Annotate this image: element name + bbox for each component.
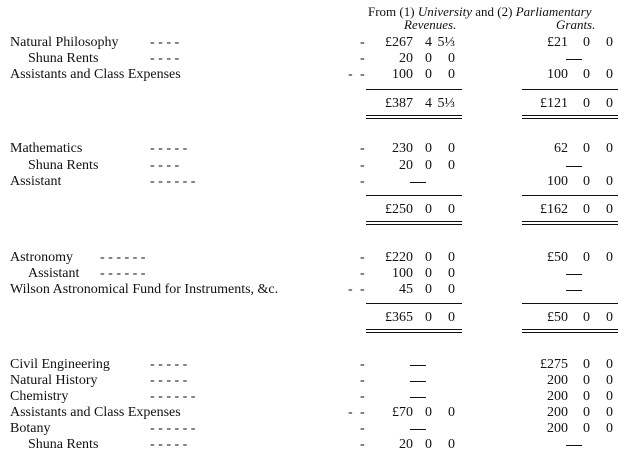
total-university-pence: 0 [448,202,455,217]
total-parliamentary-pence: 0 [606,202,613,217]
parliamentary-pounds: 100 [547,174,568,189]
parliamentary-blank-dash [566,166,582,167]
row-label: Assistants and Class Expenses [10,67,181,82]
double-rule-parliamentary-1 [522,329,618,330]
university-pence: 0 [448,437,455,452]
leader-dashes: - - - - - - [150,389,196,404]
leader-dashes: - - - - - - [150,421,196,436]
university-shillings: 0 [425,158,432,173]
parliamentary-pence: 0 [606,141,613,156]
parliamentary-pence: 0 [606,421,613,436]
university-shillings: 0 [425,51,432,66]
header-grants-text: Grants. [556,17,596,32]
row-label: Shuna Rents [28,158,99,173]
university-blank-dash [410,397,426,398]
leader-dashes: - - - - - [150,437,188,452]
total-rule-university [366,303,462,304]
leader-dashes: - - - - - - [150,174,196,189]
leader-dashes: - - - - - [150,357,188,372]
total-parliamentary-shillings: 0 [583,202,590,217]
total-university-shillings: 4 [425,96,432,111]
total-rule-university [366,195,462,196]
column-separator-dash: - [360,141,365,156]
total-rule-parliamentary [522,89,618,90]
university-shillings: 4 [425,35,432,50]
parliamentary-pounds: 200 [547,373,568,388]
parliamentary-shillings: 0 [583,141,590,156]
total-parliamentary-pounds: £50 [547,310,568,325]
column-separator-dash: - [360,67,365,82]
parliamentary-pounds: £275 [540,357,568,372]
double-rule-university-2 [366,224,462,225]
double-rule-parliamentary-1 [522,221,618,222]
university-pence: 0 [448,405,455,420]
column-separator-dash: - [360,405,365,420]
header-revenues [404,17,456,33]
university-blank-dash [410,429,426,430]
total-parliamentary-pounds: £121 [540,96,568,111]
university-shillings: 0 [425,250,432,265]
row-label: Mathematics [10,141,83,156]
parliamentary-shillings: 0 [583,35,590,50]
parliamentary-shillings: 0 [583,174,590,189]
row-label: Natural Philosophy [10,35,119,50]
university-pence: 0 [448,266,455,281]
parliamentary-shillings: 0 [583,357,590,372]
row-label: Assistant [10,174,62,189]
column-separator-dash: - [360,174,365,189]
university-pence: 5⅓ [437,35,455,50]
double-rule-university-2 [366,118,462,119]
total-rule-parliamentary [522,303,618,304]
column-separator-dash: - [360,421,365,436]
row-label: Assistants and Class Expenses [10,405,181,420]
header-grants [556,17,595,33]
parliamentary-blank-dash [566,290,582,291]
leader-dashes: - - - - [150,158,180,173]
university-pounds: £267 [385,35,413,50]
parliamentary-pence: 0 [606,174,613,189]
university-shillings: 0 [425,405,432,420]
university-pence: 0 [448,67,455,82]
total-university-pounds: £387 [385,96,413,111]
total-parliamentary-pence: 0 [606,310,613,325]
double-rule-university-1 [366,221,462,222]
parliamentary-blank-dash [566,274,582,275]
parliamentary-pence: 0 [606,67,613,82]
parliamentary-pounds: 200 [547,405,568,420]
university-pence: 0 [448,250,455,265]
column-separator-dash: - [360,373,365,388]
double-rule-parliamentary-2 [522,224,618,225]
parliamentary-pounds: 200 [547,421,568,436]
row-label: Astronomy [10,250,73,265]
parliamentary-shillings: 0 [583,373,590,388]
column-separator-dash: - [360,437,365,452]
double-rule-parliamentary-2 [522,118,618,119]
double-rule-university-1 [366,115,462,116]
leader-dashes: - - - - - [150,373,188,388]
university-blank-dash [410,365,426,366]
parliamentary-blank-dash [566,59,582,60]
row-label: Shuna Rents [28,437,99,452]
leader-dashes: - - - - [150,51,180,66]
parliamentary-pounds: 100 [547,67,568,82]
double-rule-parliamentary-1 [522,115,618,116]
university-pounds: 100 [392,67,413,82]
header-parliamentary: Parliamentary [515,4,592,19]
column-separator-dash: - [360,282,365,297]
row-label: Chemistry [10,389,69,404]
parliamentary-pence: 0 [606,373,613,388]
double-rule-parliamentary-2 [522,332,618,333]
parliamentary-pence: 0 [606,389,613,404]
university-pounds: 100 [392,266,413,281]
parliamentary-pounds: 200 [547,389,568,404]
parliamentary-shillings: 0 [583,421,590,436]
parliamentary-shillings: 0 [583,405,590,420]
university-blank-dash [410,381,426,382]
university-pounds: £220 [385,250,413,265]
row-label: Natural History [10,373,98,388]
header-revenues-text: Revenues. [404,17,457,32]
double-rule-university-2 [366,332,462,333]
university-pounds: £70 [392,405,413,420]
university-shillings: 0 [425,67,432,82]
row-label: Civil Engineering [10,357,110,372]
column-separator-dash: - [360,51,365,66]
university-pounds: 20 [399,437,413,452]
total-rule-university [366,89,462,90]
parliamentary-shillings: 0 [583,250,590,265]
university-pence: 0 [448,158,455,173]
total-university-shillings: 0 [425,202,432,217]
university-pence: 0 [448,51,455,66]
parliamentary-pence: 0 [606,405,613,420]
university-pounds: 20 [399,51,413,66]
university-pounds: 20 [399,158,413,173]
leader-dashes: - [348,282,353,297]
column-separator-dash: - [360,35,365,50]
total-parliamentary-pounds: £162 [540,202,568,217]
parliamentary-pence: 0 [606,35,613,50]
university-shillings: 0 [425,282,432,297]
row-label: Shuna Rents [28,51,99,66]
parliamentary-shillings: 0 [583,389,590,404]
leader-dashes: - [348,67,353,82]
leader-dashes: - [348,405,353,420]
row-label: Wilson Astronomical Fund for Instruments, &c. [10,282,279,297]
column-separator-dash: - [360,357,365,372]
university-pounds: 230 [392,141,413,156]
leader-dashes: - - - - - [150,141,188,156]
parliamentary-pounds: £50 [547,250,568,265]
column-separator-dash: - [360,266,365,281]
total-parliamentary-shillings: 0 [583,96,590,111]
total-university-pence: 5⅓ [437,96,455,111]
row-label: Botany [10,421,51,436]
row-label: Assistant [28,266,80,281]
header-university: University [417,4,472,19]
total-university-pounds: £365 [385,310,413,325]
header-from: From (1) [368,4,415,19]
university-pence: 0 [448,141,455,156]
parliamentary-blank-dash [566,445,582,446]
total-university-pounds: £250 [385,202,413,217]
column-separator-dash: - [360,250,365,265]
double-rule-university-1 [366,329,462,330]
total-university-pence: 0 [448,310,455,325]
university-shillings: 0 [425,141,432,156]
parliamentary-pounds: 62 [554,141,568,156]
university-shillings: 0 [425,266,432,281]
parliamentary-shillings: 0 [583,67,590,82]
university-shillings: 0 [425,437,432,452]
column-separator-dash: - [360,389,365,404]
total-university-shillings: 0 [425,310,432,325]
column-separator-dash: - [360,158,365,173]
university-pounds: 45 [399,282,413,297]
parliamentary-pence: 0 [606,250,613,265]
university-pence: 0 [448,282,455,297]
parliamentary-pounds: £21 [547,35,568,50]
leader-dashes: - - - - [150,35,180,50]
parliamentary-pence: 0 [606,357,613,372]
leader-dashes: - - - - - - [100,250,146,265]
total-parliamentary-pence: 0 [606,96,613,111]
total-rule-parliamentary [522,195,618,196]
header-and: and (2) [475,4,513,19]
university-blank-dash [410,182,426,183]
total-parliamentary-shillings: 0 [583,310,590,325]
leader-dashes: - - - - - - [100,266,146,281]
